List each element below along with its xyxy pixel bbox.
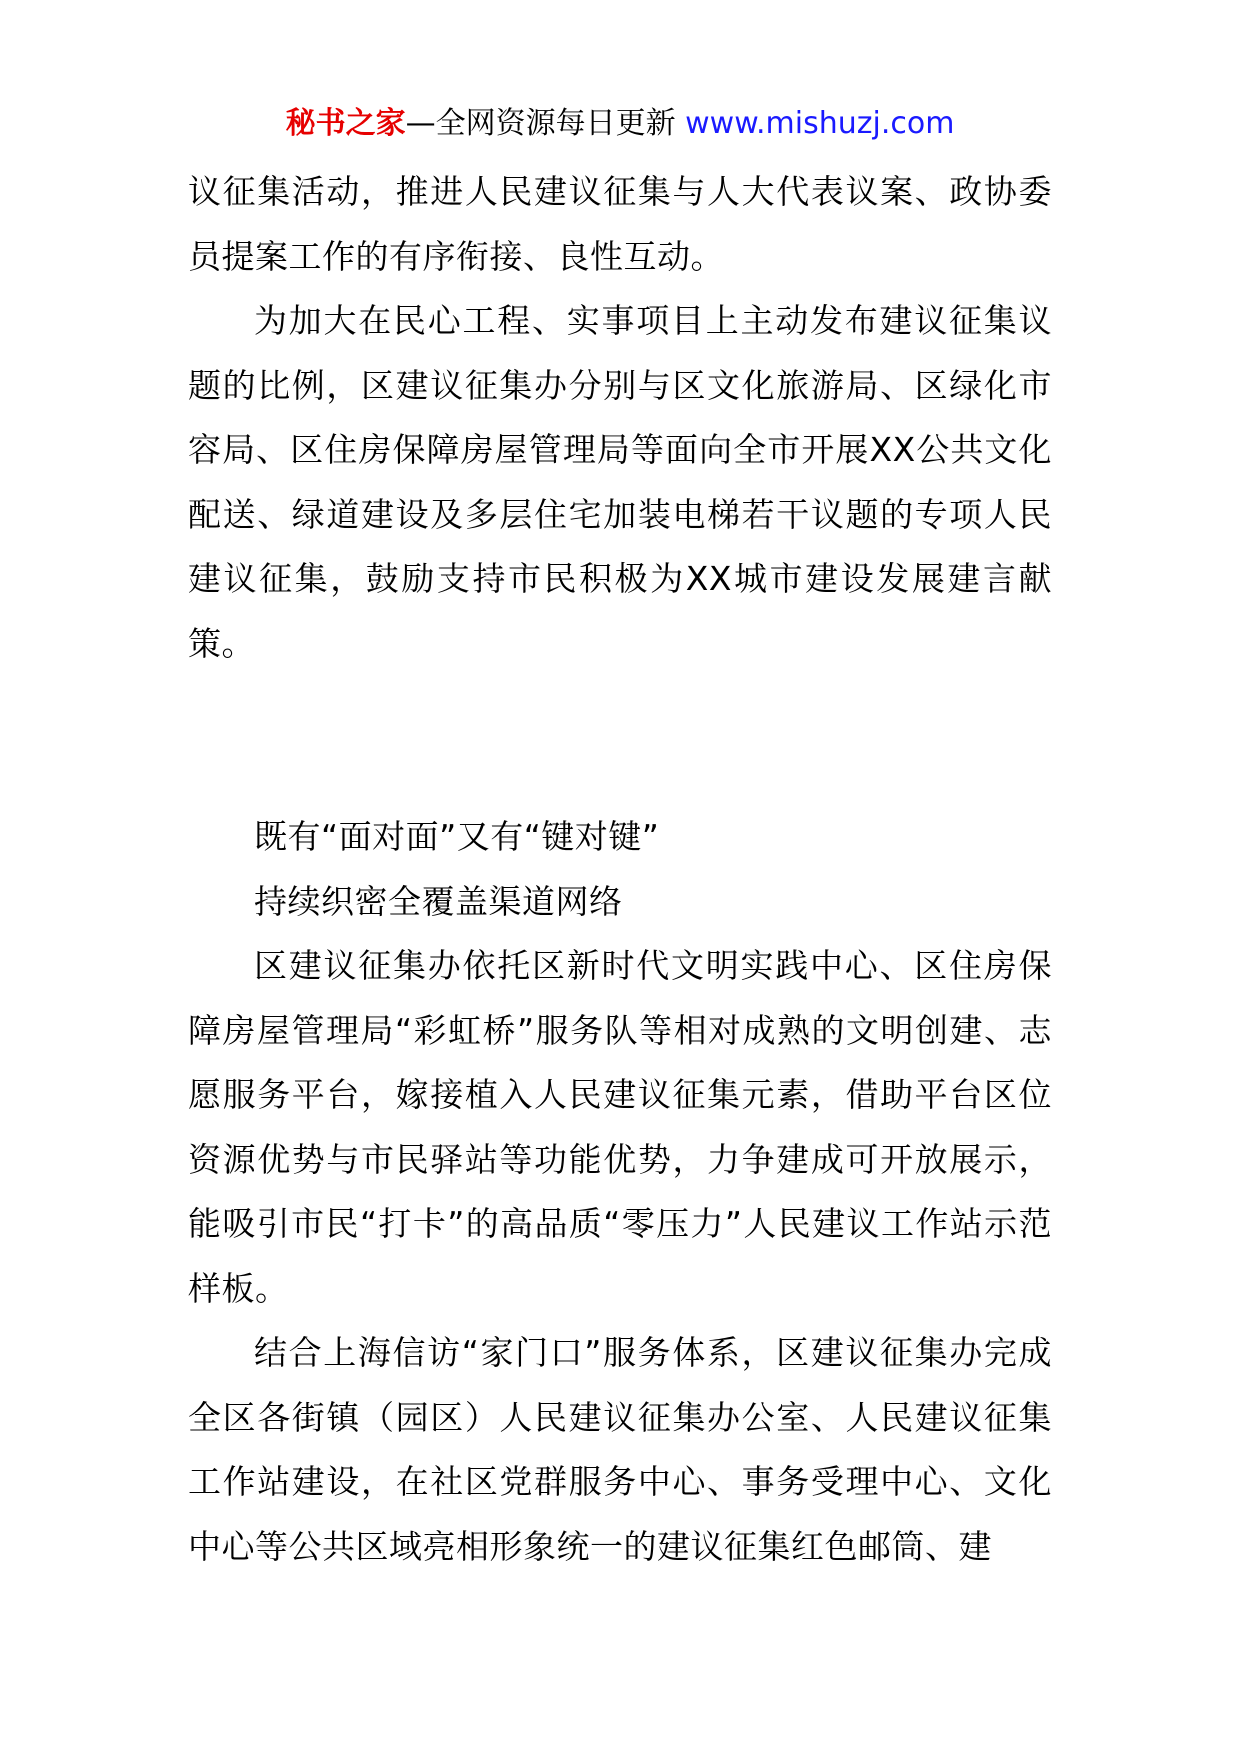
paragraph-continued: 议征集活动，推进人民建议征集与人大代表议案、政协委员提案工作的有序衔接、良性互动。 — [188, 172, 1052, 276]
header-tagline: —全网资源每日更新 — [405, 106, 676, 141]
document-body — [188, 160, 1052, 1579]
section-heading: 既有“面对面”又有“键对键” — [254, 817, 660, 856]
paragraph: 结合上海信访“家门口”服务体系，区建议征集办完成全区各街镇（园区）人民建议征集办公室、人民建议征集工作站建设，在社区党群服务中心、事务受理中心、文化中心等公共区域亮相形象统一的建议征集红色邮筒、建 — [188, 1333, 1052, 1566]
section-spacer — [188, 676, 1052, 805]
paragraph: 为加大在民心工程、实事项目上主动发布建议征集议题的比例，区建议征集办分别与区文化旅游局、区绿化市容局、区住房保障房屋管理局等面向全市开展XX公共文化配送、绿道建设及多层住宅加装电梯若干议题的专项人民建议征集，鼓励支持市民积极为XX城市建设发展建言献策。 — [188, 301, 1052, 663]
site-link[interactable]: www.mishuzj.com — [685, 106, 955, 141]
section-subheading: 持续织密全覆盖渠道网络 — [254, 881, 623, 921]
page-header — [0, 100, 1240, 148]
paragraph: 区建议征集办依托区新时代文明实践中心、区住房保障房屋管理局“彩虹桥”服务队等相对成熟的文明创建、志愿服务平台，嫁接植入人民建议征集元素，借助平台区位资源优势与市民驿站等功能优势，力争建成可开放展示，能吸引市民“打卡”的高品质“零压力”人民建议工作站示范样板。 — [188, 946, 1052, 1308]
brand-name: 秘书之家 — [285, 106, 406, 141]
